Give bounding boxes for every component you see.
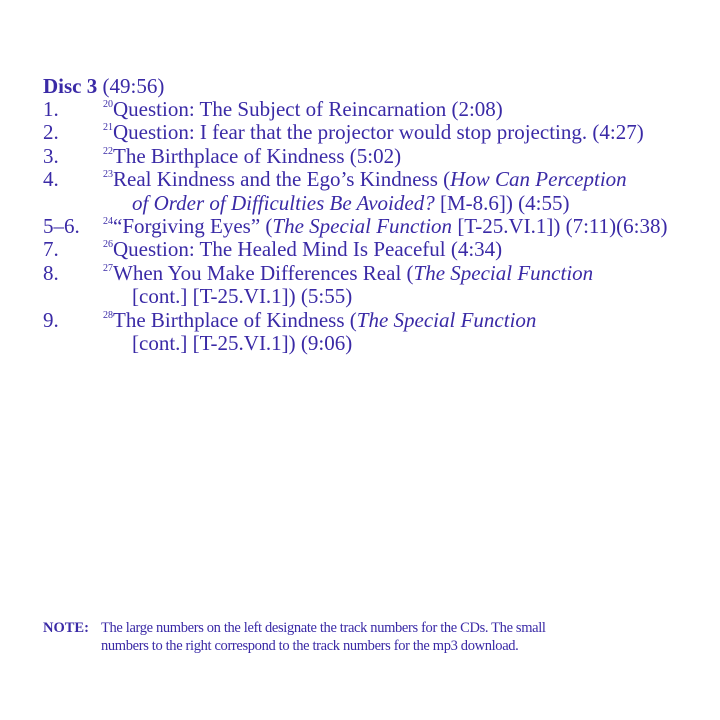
note-line-1: The large numbers on the left designate the track numbers for the CDs. The small	[101, 620, 546, 636]
note-line-2: numbers to the right correspond to the track numbers for the mp3 download.	[101, 638, 519, 654]
track-title-line	[43, 98, 703, 121]
cd-track-number: 3.	[43, 143, 59, 168]
note-label: NOTE:	[43, 620, 89, 636]
track-title-text: The Birthplace of Kindness (	[113, 307, 357, 332]
track-title-text: Real Kindness and the Ego’s Kindness (	[113, 167, 451, 192]
track-item	[43, 145, 703, 168]
track-item	[43, 98, 703, 121]
mp3-track-number: 20	[103, 99, 113, 110]
mp3-track-number: 28	[103, 309, 113, 321]
track-title-line	[43, 309, 703, 332]
track-list	[43, 98, 703, 355]
mp3-track-number: 23	[103, 169, 113, 181]
mp3-track-number: 21	[103, 122, 113, 134]
track-title-text: [cont.] [T-25.VI.1]) (9:06)	[132, 331, 353, 356]
mp3-track-number: 22	[103, 145, 113, 157]
track-title-italic: The Special Function	[272, 214, 453, 239]
track-title-text: “Forgiving Eyes” (	[113, 214, 273, 239]
track-item	[43, 238, 703, 261]
track-title-text: [cont.] [T-25.VI.1]) (5:55)	[132, 284, 353, 309]
track-title-line	[43, 238, 703, 261]
cd-track-number: 7.	[43, 237, 59, 262]
track-title-continuation	[43, 285, 703, 308]
disc-label: Disc 3	[43, 74, 98, 98]
disc-heading	[43, 74, 164, 98]
track-title-line	[43, 262, 703, 285]
track-item	[43, 262, 703, 309]
track-title-continuation	[43, 192, 703, 215]
mp3-track-number: 26	[103, 239, 113, 251]
cd-track-number: 1.	[43, 97, 59, 121]
track-item	[43, 121, 703, 144]
track-item	[43, 168, 703, 215]
cd-track-number: 5–6.	[43, 214, 80, 239]
track-title-line	[43, 215, 703, 238]
footnote	[43, 619, 683, 655]
cd-track-number: 4.	[43, 167, 59, 192]
track-title-text: The Birthplace of Kindness (5:02)	[113, 143, 402, 168]
cd-track-number: 9.	[43, 307, 59, 332]
track-title-text: Question: I fear that the projector would stop projecting. (4:27)	[113, 120, 644, 145]
mp3-track-number: 24	[103, 216, 113, 228]
track-title-italic: The Special Function	[356, 307, 537, 332]
disc-duration: (49:56)	[102, 74, 165, 98]
mp3-track-number: 27	[103, 262, 113, 274]
track-item	[43, 215, 703, 238]
track-title-line	[43, 145, 703, 168]
cd-track-number: 8.	[43, 260, 59, 285]
track-title-line	[43, 121, 703, 144]
track-title-continuation	[43, 332, 703, 355]
cd-track-number: 2.	[43, 120, 59, 145]
track-title-text: When You Make Differences Real (	[113, 260, 414, 285]
track-title-line	[43, 168, 703, 191]
track-title-italic: The Special Function	[413, 260, 594, 285]
track-title-italic: How Can Perception	[450, 167, 627, 192]
track-title-text: Question: The Healed Mind Is Peaceful (4:34)	[113, 237, 503, 262]
track-title-text: Question: The Subject of Reincarnation (2:08)	[113, 97, 503, 121]
track-item	[43, 309, 703, 356]
track-title-italic: of Order of Difficulties Be Avoided?	[132, 190, 435, 215]
track-title-text: [M-8.6]) (4:55)	[434, 190, 570, 215]
track-title-text: [T-25.VI.1]) (7:11)(6:38)	[452, 214, 668, 239]
